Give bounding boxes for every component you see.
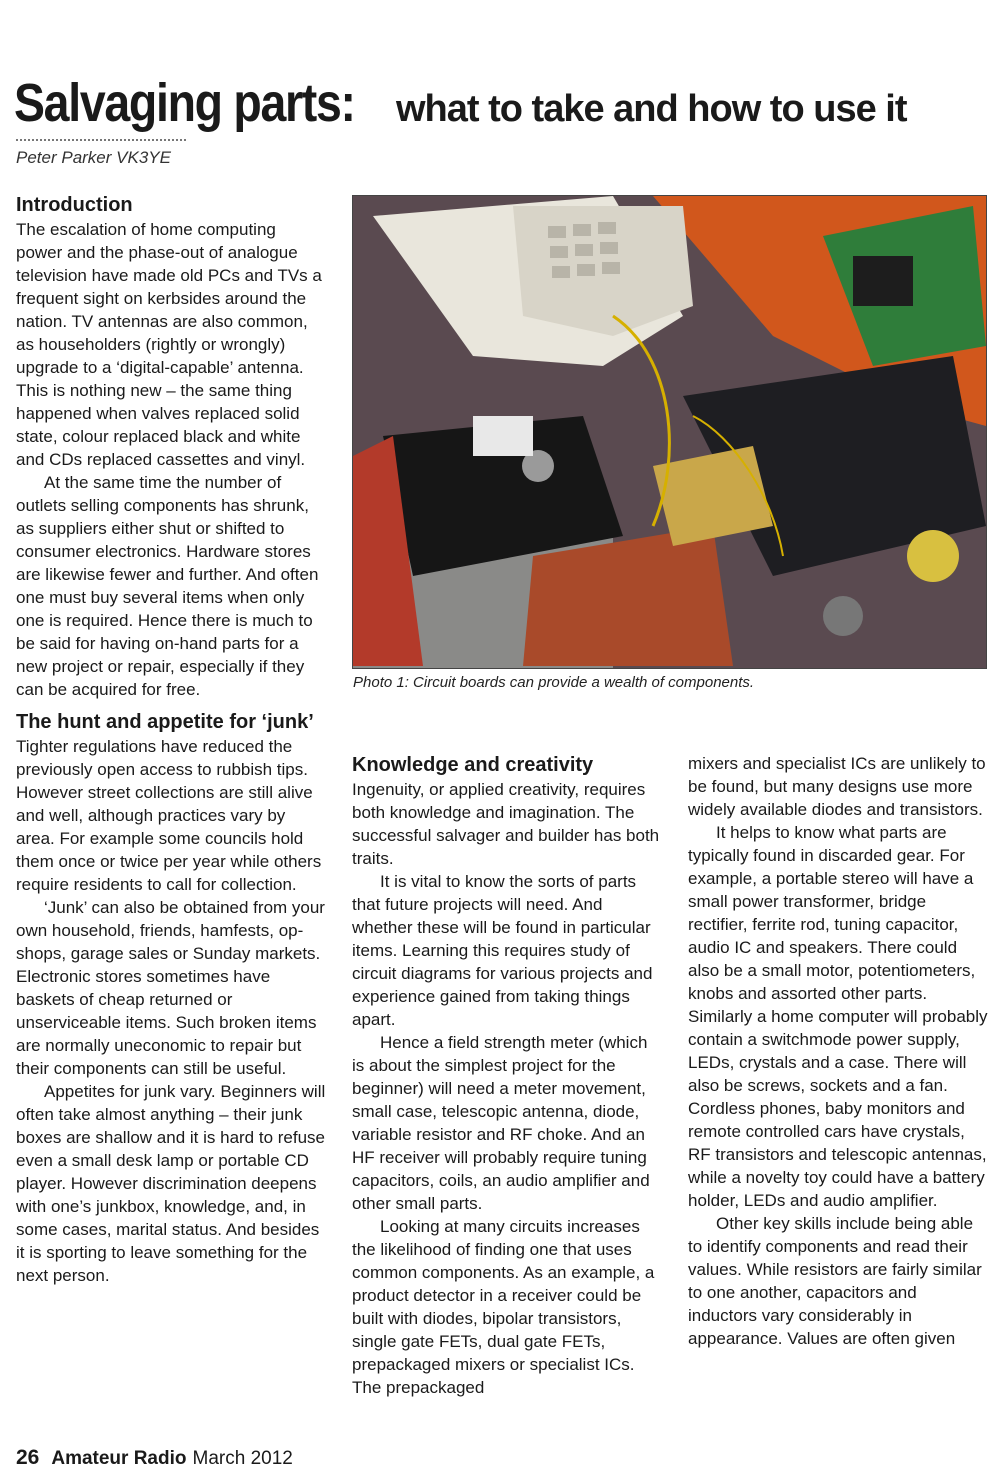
- paragraph: Appetites for junk vary. Beginners will often take almost anything – their junk boxes are shallow and it is hard to refuse even a small desk lamp or portable CD player. However discrimination deepens with one’s junkbox, knowledge, and, in some cases, marital status. And besides it is sporting to leave something for the next person.: [16, 1082, 326, 1285]
- paragraph: It helps to know what parts are typically found in discarded gear. For example, a portable stereo will have a small power transformer, bridge rectifier, ferrite rod, tuning capacitor, audio IC and speakers. There could also be a small motor, potentiometers, knobs and assorted other parts. Similarly a home computer will probably contain a switchmode power supply, LEDs, crystals and a case. There will also be screws, sockets and a fan. Cordless phones, baby monitors and remote controlled cars have crystals, RF transistors and telescopic antennas, while a novelty toy could have a battery holder, LEDs and audio amplifier.: [688, 823, 988, 1210]
- page-number: 26: [16, 1446, 40, 1469]
- column-2: [352, 752, 662, 1399]
- photo-circuit-boards: [352, 195, 987, 669]
- paragraph: It is vital to know the sorts of parts that future projects will need. And whether these will be found in particular items. Learning this requires study of circuit diagrams for various projects and experience gained from taking things apart.: [352, 872, 653, 1029]
- photo-caption: Photo 1: Circuit boards can provide a wealth of components.: [353, 674, 755, 691]
- title-main: Salvaging parts:: [14, 73, 355, 133]
- paragraph: Other key skills include being able to identify components and read their values. While resistors are fairly similar to one another, capacitors and inductors vary considerably in appearance. Values are often given: [688, 1214, 982, 1348]
- byline: Peter Parker VK3YE: [16, 148, 171, 167]
- paragraph: The escalation of home computing power and the phase-out of analogue television have made old PCs and TVs a frequent sight on kerbsides around the nation. TV antennas are also common, as householders (rightly or wrongly) upgrade to a ‘digital-capable’ antenna. This is nothing new – the same thing happened when valves replaced solid state, colour replaced black and white and CDs replaced cassettes and vinyl.: [16, 220, 322, 469]
- heading-hunt: The hunt and appetite for ‘junk’: [16, 711, 314, 733]
- page-footer: [16, 1446, 293, 1470]
- heading-knowledge: Knowledge and creativity: [352, 754, 594, 776]
- paragraph: At the same time the number of outlets selling components has shrunk, as suppliers either shut or shifted to consumer electronics. Hardware stores are likewise fewer and further. And often one must buy several items when only one is required. Hence there is much to be said for having on-hand parts for a new project or repair, especially if they can be acquired for free.: [16, 473, 319, 699]
- title-divider: [16, 139, 186, 141]
- magazine-name: Amateur Radio: [51, 1448, 187, 1469]
- photo-illustration: [353, 196, 986, 668]
- title-subtitle: what to take and how to use it: [396, 88, 907, 130]
- article-title: [14, 72, 994, 134]
- column-1: [16, 192, 326, 1287]
- paragraph: Ingenuity, or applied creativity, requires both knowledge and imagination. The successful salvager and builder has both traits.: [352, 780, 660, 868]
- paragraph: Looking at many circuits increases the likelihood of finding one that uses common components. As an example, a product detector in a receiver could be built with diodes, bipolar transistors, single gate FETs, dual gate FETs, prepackaged mixers or specialist ICs. The prepackaged: [352, 1217, 655, 1397]
- heading-introduction: Introduction: [16, 194, 133, 216]
- paragraph: Tighter regulations have reduced the previously open access to rubbish tips. However street collections are still alive and well, although practices vary by area. For example some councils hold them once or twice per year while others require residents to call for collection.: [16, 737, 322, 894]
- column-3: [688, 752, 988, 1350]
- paragraph: ‘Junk’ can also be obtained from your own household, friends, hamfests, op-shops, garage sales or Sunday markets. Electronic stores sometimes have baskets of cheap returned or unserviceable items. Such broken items are normally uneconomic to repair but their components can still be useful.: [16, 898, 325, 1078]
- paragraph: mixers and specialist ICs are unlikely to be found, but many designs use more widely available diodes and transistors.: [688, 754, 986, 819]
- paragraph: Hence a field strength meter (which is about the simplest project for the beginner) will need a meter movement, small case, telescopic antenna, diode, variable resistor and RF choke. And an HF receiver will probably require tuning capacitors, coils, an audio amplifier and other small parts.: [352, 1033, 650, 1213]
- issue-date: March 2012: [192, 1448, 293, 1469]
